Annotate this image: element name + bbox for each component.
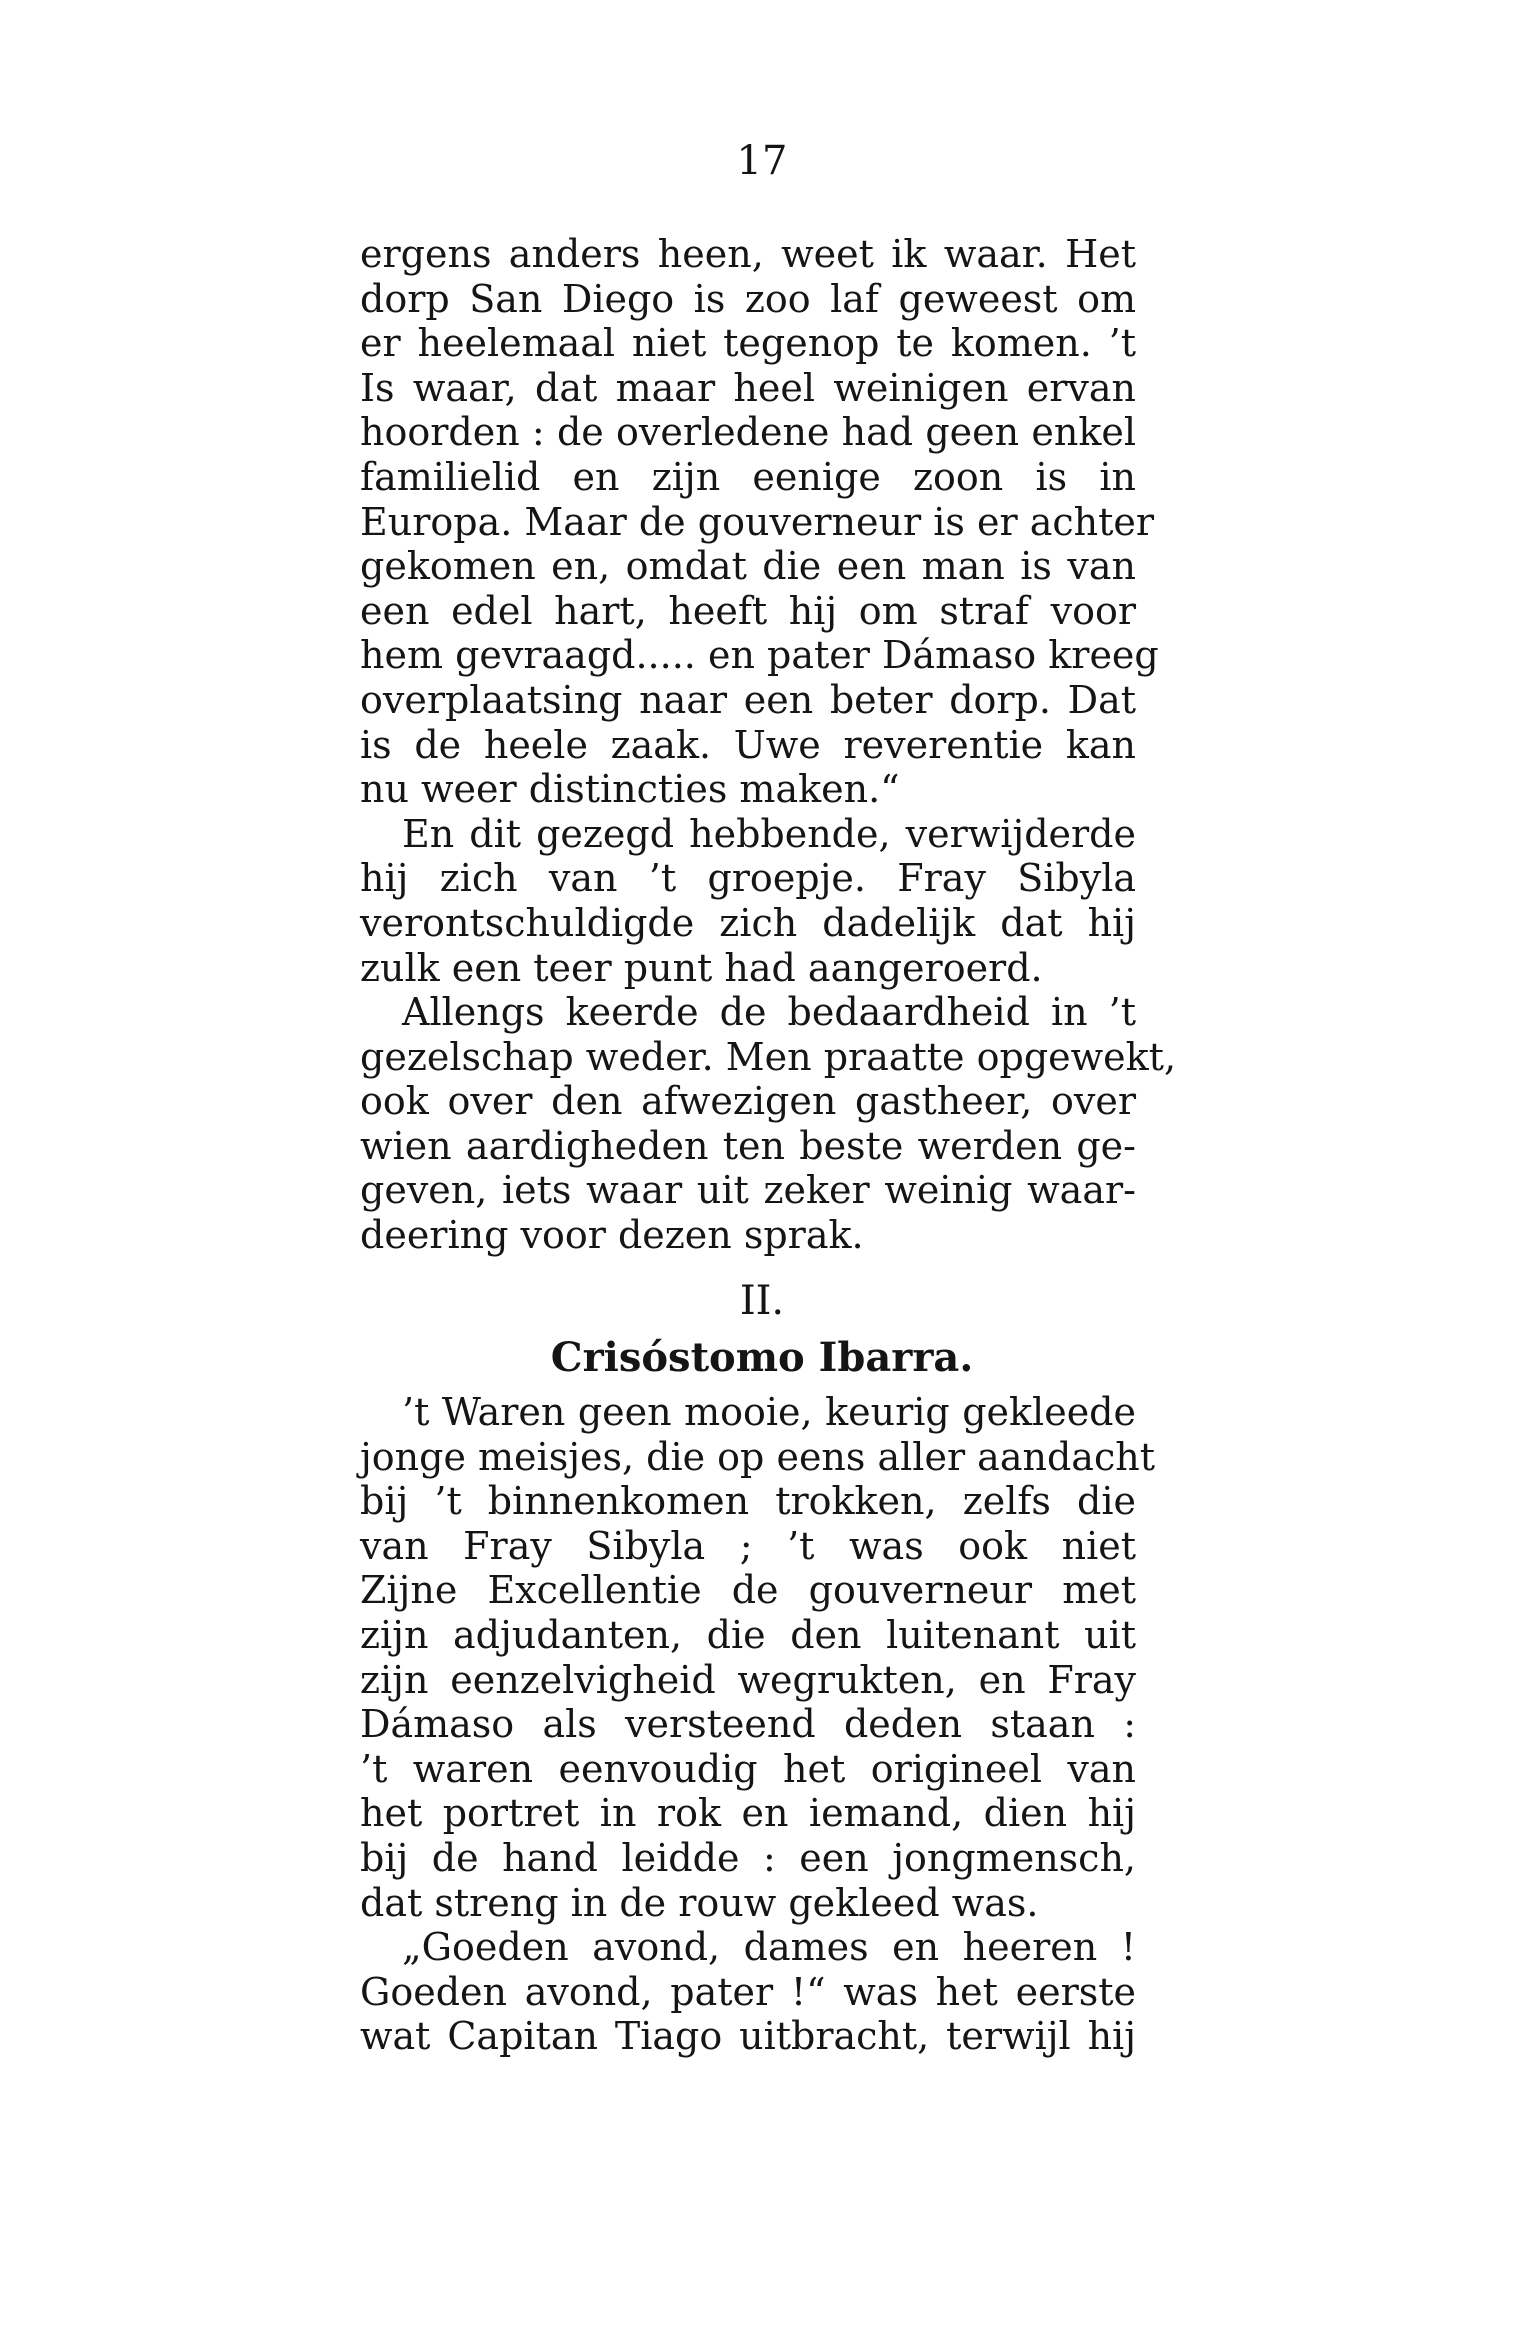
text-line: ergens anders heen, weet ik waar. Het [360, 232, 1136, 276]
text-line: het portret in rok en iemand, dien hij [360, 1791, 1136, 1836]
text-block-1 [360, 232, 1177, 1258]
chapter-title: Crisóstomo Ibarra. [550, 1334, 974, 1381]
text-line: wat Capitan Tiago uitbracht, terwijl hij [360, 2014, 1136, 2059]
text-line: dorp San Diego is zoo laf geweest om [360, 276, 1136, 321]
text-line: „Goeden avond, dames en heeren ! [402, 1925, 1136, 1970]
text-line: dat streng in de rouw gekleed was. [360, 1880, 1039, 1925]
text-line: geven, iets waar uit zeker weinig waar- [360, 1168, 1136, 1213]
text-line: ’t Waren geen mooie, keurig gekleede [402, 1390, 1136, 1434]
text-line: bij de hand leidde : een jongmensch, [360, 1835, 1136, 1880]
text-line: gezelschap weder. Men praatte opgewekt, [360, 1034, 1177, 1079]
text-line: zijn eenzelvigheid wegrukten, en Fray [360, 1657, 1136, 1702]
page-number: 17 [736, 138, 788, 184]
text-line: zijn adjudanten, die den luitenant uit [360, 1612, 1136, 1657]
text-line: Allengs keerde de bedaardheid in ’t [402, 990, 1136, 1035]
text-line: overplaatsing naar een beter dorp. Dat [360, 677, 1136, 722]
chapter-number: II. [739, 1278, 785, 1324]
text-line: familielid en zijn eenige zoon is in [360, 454, 1136, 499]
text-line: zulk een teer punt had aangeroerd. [360, 945, 1043, 990]
text-line: er heelemaal niet tegenop te komen. ’t [360, 321, 1136, 366]
text-line: Europa. Maar de gouverneur is er achter [360, 499, 1155, 544]
text-line: En dit gezegd hebbende, verwijderde [402, 811, 1136, 856]
text-line: ’t waren eenvoudig het origineel van [360, 1746, 1136, 1791]
text-line: van Fray Sibyla ; ’t was ook niet [360, 1523, 1136, 1568]
text-line: hoorden : de overledene had geen enkel [360, 410, 1136, 455]
text-line: wien aardigheden ten beste werden ge- [360, 1123, 1136, 1168]
text-line: verontschuldigde zich dadelijk dat hij [360, 900, 1136, 945]
text-line: Zijne Excellentie de gouverneur met [360, 1568, 1136, 1613]
text-line: gekomen en, omdat die een man is van [360, 544, 1136, 589]
text-line: hij zich van ’t groepje. Fray Sibyla [360, 856, 1136, 901]
text-line: is de heele zaak. Uwe reverentie kan [360, 722, 1136, 767]
text-line: hem gevraagd..... en pater Dámaso kreeg [360, 633, 1159, 678]
text-block-2 [360, 1390, 1155, 2059]
text-line: Dámaso als versteend deden staan : [360, 1702, 1136, 1747]
text-line: bij ’t binnenkomen trokken, zelfs die [360, 1479, 1136, 1524]
text-line: Is waar, dat maar heel weinigen ervan [360, 365, 1136, 410]
text-line: een edel hart, heeft hij om straf voor [360, 588, 1136, 633]
text-line: Goeden avond, pater !“ was het eerste [360, 1969, 1136, 2014]
text-line: deering voor dezen sprak. [360, 1213, 864, 1258]
text-line: jonge meisjes, die op eens aller aandacht [360, 1434, 1155, 1479]
text-line: nu weer distincties maken.“ [360, 767, 900, 812]
text-line: ook over den afwezigen gastheer, over [360, 1079, 1136, 1124]
